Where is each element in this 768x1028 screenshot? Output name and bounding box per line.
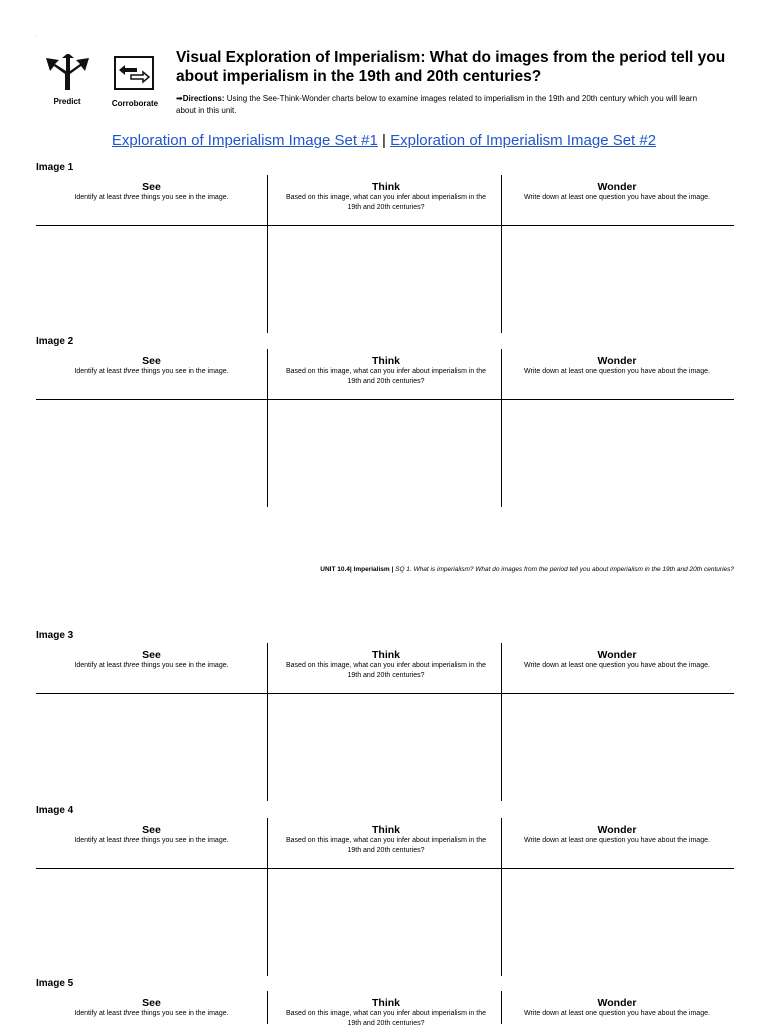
arrow-right-icon: ➡ (176, 94, 183, 103)
wonder-desc: Write down at least one question you have about the image. (524, 194, 710, 201)
wonder-column-header (508, 355, 726, 377)
see-title: See (142, 997, 161, 1009)
wonder-title: Wonder (597, 997, 637, 1009)
predict-label: Predict (53, 97, 81, 106)
image-2-label: Image 2 (36, 336, 74, 347)
image-3-label: Image 3 (36, 630, 74, 641)
see-title: See (142, 824, 161, 836)
think-desc: Based on this image, what can you infer about imperialism in the 19th and 20th centuries? (286, 368, 486, 385)
wonder-desc: Write down at least one question you have about the image. (524, 837, 710, 844)
image-5-label: Image 5 (36, 978, 74, 989)
image-set-links (0, 132, 768, 149)
see-desc: Identify at least three things you see in the image. (74, 662, 229, 669)
exchange-arrows-icon (112, 54, 158, 92)
image-set-2-link[interactable]: Exploration of Imperialism Image Set #2 (390, 132, 657, 149)
see-desc: Identify at least three things you see in the image. (74, 837, 229, 844)
wonder-title: Wonder (597, 824, 637, 836)
think-column-header (286, 997, 486, 1028)
image-4-label: Image 4 (36, 805, 74, 816)
think-title: Think (372, 355, 400, 367)
wonder-title: Wonder (597, 355, 637, 367)
see-desc: Identify at least three things you see in the image. (74, 368, 229, 375)
see-title: See (142, 649, 161, 661)
think-title: Think (372, 649, 400, 661)
footer-unit: UNIT 10.4| Imperialism | (320, 566, 394, 573)
wonder-title: Wonder (597, 181, 637, 193)
see-think-wonder-chart-2 (36, 349, 734, 507)
see-column-header (36, 649, 267, 671)
think-desc: Based on this image, what can you infer about imperialism in the 19th and 20th centuries? (286, 1010, 486, 1027)
see-column-header (36, 997, 267, 1019)
see-column-header (36, 824, 267, 846)
see-think-wonder-chart-3 (36, 643, 734, 801)
see-title: See (142, 355, 161, 367)
image-1-label: Image 1 (36, 162, 74, 173)
think-desc: Based on this image, what can you infer about imperialism in the 19th and 20th centuries? (286, 662, 486, 679)
page-title: Visual Exploration of Imperialism: What do images from the period tell you about imperialism in the 19th and 20th centuries? (176, 49, 726, 85)
see-desc: Identify at least three things you see in the image. (74, 1010, 229, 1017)
think-desc: Based on this image, what can you infer about imperialism in the 19th and 20th centuries? (286, 194, 486, 211)
see-think-wonder-chart-5 (36, 991, 734, 1027)
wonder-title: Wonder (597, 649, 637, 661)
think-desc: Based on this image, what can you infer about imperialism in the 19th and 20th centuries? (286, 837, 486, 854)
directions-label: Directions: (182, 94, 225, 103)
wonder-column-header (508, 997, 726, 1019)
think-column-header (286, 649, 486, 680)
wonder-column-header (508, 181, 726, 203)
page-mark: . (36, 33, 38, 39)
think-title: Think (372, 181, 400, 193)
think-title: Think (372, 997, 400, 1009)
link-separator: | (377, 132, 391, 149)
see-column-header (36, 181, 267, 203)
branching-arrows-icon (42, 54, 92, 90)
corroborate-skill (104, 54, 166, 108)
wonder-desc: Write down at least one question you have about the image. (524, 662, 710, 669)
see-column-header (36, 355, 267, 377)
see-think-wonder-chart-1 (36, 175, 734, 333)
see-think-wonder-chart-4 (36, 818, 734, 976)
see-title: See (142, 181, 161, 193)
directions (176, 93, 716, 116)
corroborate-label: Corroborate (111, 99, 159, 108)
see-desc: Identify at least three things you see in the image. (74, 194, 229, 201)
think-title: Think (372, 824, 400, 836)
think-column-header (286, 355, 486, 386)
wonder-column-header (508, 824, 726, 846)
page-footer (0, 566, 734, 573)
think-column-header (286, 181, 486, 212)
wonder-desc: Write down at least one question you have about the image. (524, 1010, 710, 1017)
predict-skill (38, 54, 96, 106)
think-column-header (286, 824, 486, 855)
footer-question: SQ 1. What is imperialism? What do images from the period tell you about imperialism in the 19th and 20th centuries? (393, 566, 734, 573)
wonder-column-header (508, 649, 726, 671)
wonder-desc: Write down at least one question you have about the image. (524, 368, 710, 375)
directions-text: Using the See-Think-Wonder charts below to examine images related to imperialism in the 19th and 20th century which you will learn about in this unit. (176, 94, 698, 115)
image-set-1-link[interactable]: Exploration of Imperialism Image Set #1 (111, 132, 378, 149)
